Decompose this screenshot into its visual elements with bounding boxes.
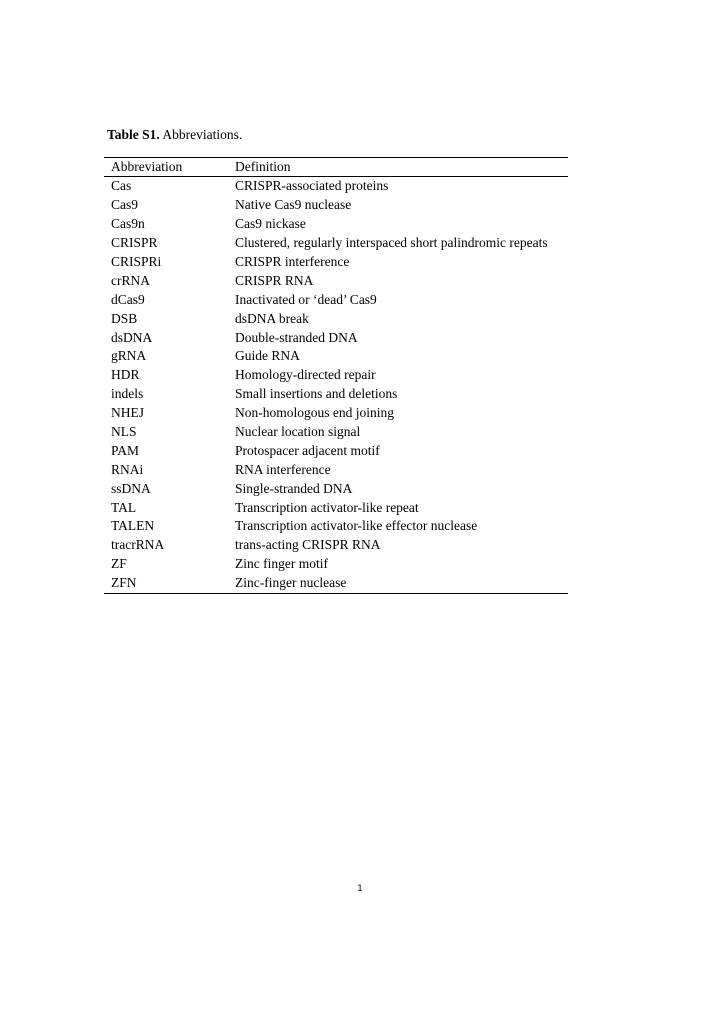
abbreviations-table-container bbox=[104, 157, 568, 594]
abbreviation-cell: Cas9 bbox=[111, 197, 138, 213]
table-row bbox=[104, 479, 568, 498]
page-number: 1 bbox=[357, 884, 363, 894]
abbreviation-cell: CRISPR bbox=[111, 235, 158, 251]
definition-cell: CRISPR-associated proteins bbox=[235, 178, 389, 194]
abbreviations-table bbox=[104, 157, 568, 594]
abbreviation-cell: ZFN bbox=[104, 574, 235, 593]
abbreviation-cell: crRNA bbox=[111, 272, 150, 288]
table-row bbox=[104, 460, 568, 479]
table-row bbox=[104, 328, 568, 347]
table-row bbox=[104, 423, 568, 442]
definition-cell: Zinc-finger nuclease bbox=[235, 574, 568, 593]
definition-cell: Clustered, regularly interspaced short palindromic repeats bbox=[235, 235, 548, 251]
table-caption bbox=[107, 127, 242, 143]
abbreviation-cell: Cas9n bbox=[111, 216, 145, 232]
definition-cell: Small insertions and deletions bbox=[235, 386, 398, 402]
definition-cell: Protospacer adjacent motif bbox=[235, 442, 380, 458]
definition-cell: Double-stranded DNA bbox=[235, 329, 358, 345]
definition-cell: Nuclear location signal bbox=[235, 424, 361, 440]
table-row bbox=[104, 441, 568, 460]
table-header-row bbox=[104, 158, 568, 177]
header-abbreviation: Abbreviation bbox=[104, 158, 235, 177]
table-row bbox=[104, 498, 568, 517]
table-row bbox=[104, 385, 568, 404]
definition-cell: Single-stranded DNA bbox=[235, 480, 353, 496]
abbreviation-cell: HDR bbox=[111, 367, 140, 383]
table-row bbox=[104, 366, 568, 385]
abbreviation-cell: ssDNA bbox=[111, 480, 151, 496]
table-row bbox=[104, 574, 568, 593]
table-row bbox=[104, 177, 568, 196]
definition-cell: Transcription activator-like repeat bbox=[235, 499, 419, 515]
definition-cell: Transcription activator-like effector nuclease bbox=[235, 518, 478, 534]
abbreviation-cell: dCas9 bbox=[111, 291, 145, 307]
abbreviation-cell: NLS bbox=[111, 424, 137, 440]
table-row bbox=[104, 234, 568, 253]
table-row bbox=[104, 253, 568, 272]
abbreviation-cell: NHEJ bbox=[111, 405, 144, 421]
header-definition: Definition bbox=[235, 158, 568, 177]
abbreviation-cell: PAM bbox=[111, 442, 140, 458]
definition-cell: Inactivated or ‘dead’ Cas9 bbox=[235, 291, 377, 307]
abbreviation-cell: RNAi bbox=[111, 461, 144, 477]
table-row bbox=[104, 309, 568, 328]
abbreviation-cell: tracrRNA bbox=[111, 537, 165, 553]
abbreviation-cell: ZF bbox=[111, 556, 127, 572]
definition-cell: Homology-directed repair bbox=[235, 367, 376, 383]
table-row bbox=[104, 196, 568, 215]
definition-cell: CRISPR interference bbox=[235, 254, 350, 269]
table-header bbox=[104, 158, 568, 177]
table-row bbox=[104, 271, 568, 290]
table-row bbox=[104, 215, 568, 234]
definition-cell: Cas9 nickase bbox=[235, 216, 306, 232]
table-row bbox=[104, 404, 568, 423]
table-row bbox=[104, 536, 568, 555]
table-caption-label: Table S1. bbox=[107, 127, 160, 142]
definition-cell: CRISPR RNA bbox=[235, 272, 314, 288]
abbreviation-cell: gRNA bbox=[111, 348, 147, 364]
abbreviation-cell: DSB bbox=[111, 310, 138, 326]
table-row bbox=[104, 555, 568, 574]
table-row bbox=[104, 290, 568, 309]
table-body bbox=[104, 177, 568, 594]
table-caption-text: Abbreviations. bbox=[162, 127, 243, 142]
table-row bbox=[104, 517, 568, 536]
definition-cell: dsDNA break bbox=[235, 310, 309, 326]
abbreviation-cell: indels bbox=[111, 386, 144, 402]
definition-cell: trans-acting CRISPR RNA bbox=[235, 537, 381, 553]
abbreviation-cell: dsDNA bbox=[111, 329, 153, 345]
definition-cell: Zinc finger motif bbox=[235, 556, 328, 572]
table-row bbox=[104, 347, 568, 366]
abbreviation-cell: TAL bbox=[111, 499, 137, 515]
abbreviation-cell: Cas bbox=[111, 178, 132, 194]
abbreviation-cell: CRISPRi bbox=[111, 254, 162, 269]
definition-cell: Native Cas9 nuclease bbox=[235, 197, 352, 213]
definition-cell: Guide RNA bbox=[235, 348, 300, 364]
definition-cell: RNA interference bbox=[235, 461, 331, 477]
definition-cell: Non-homologous end joining bbox=[235, 405, 394, 421]
abbreviation-cell: TALEN bbox=[111, 518, 155, 534]
